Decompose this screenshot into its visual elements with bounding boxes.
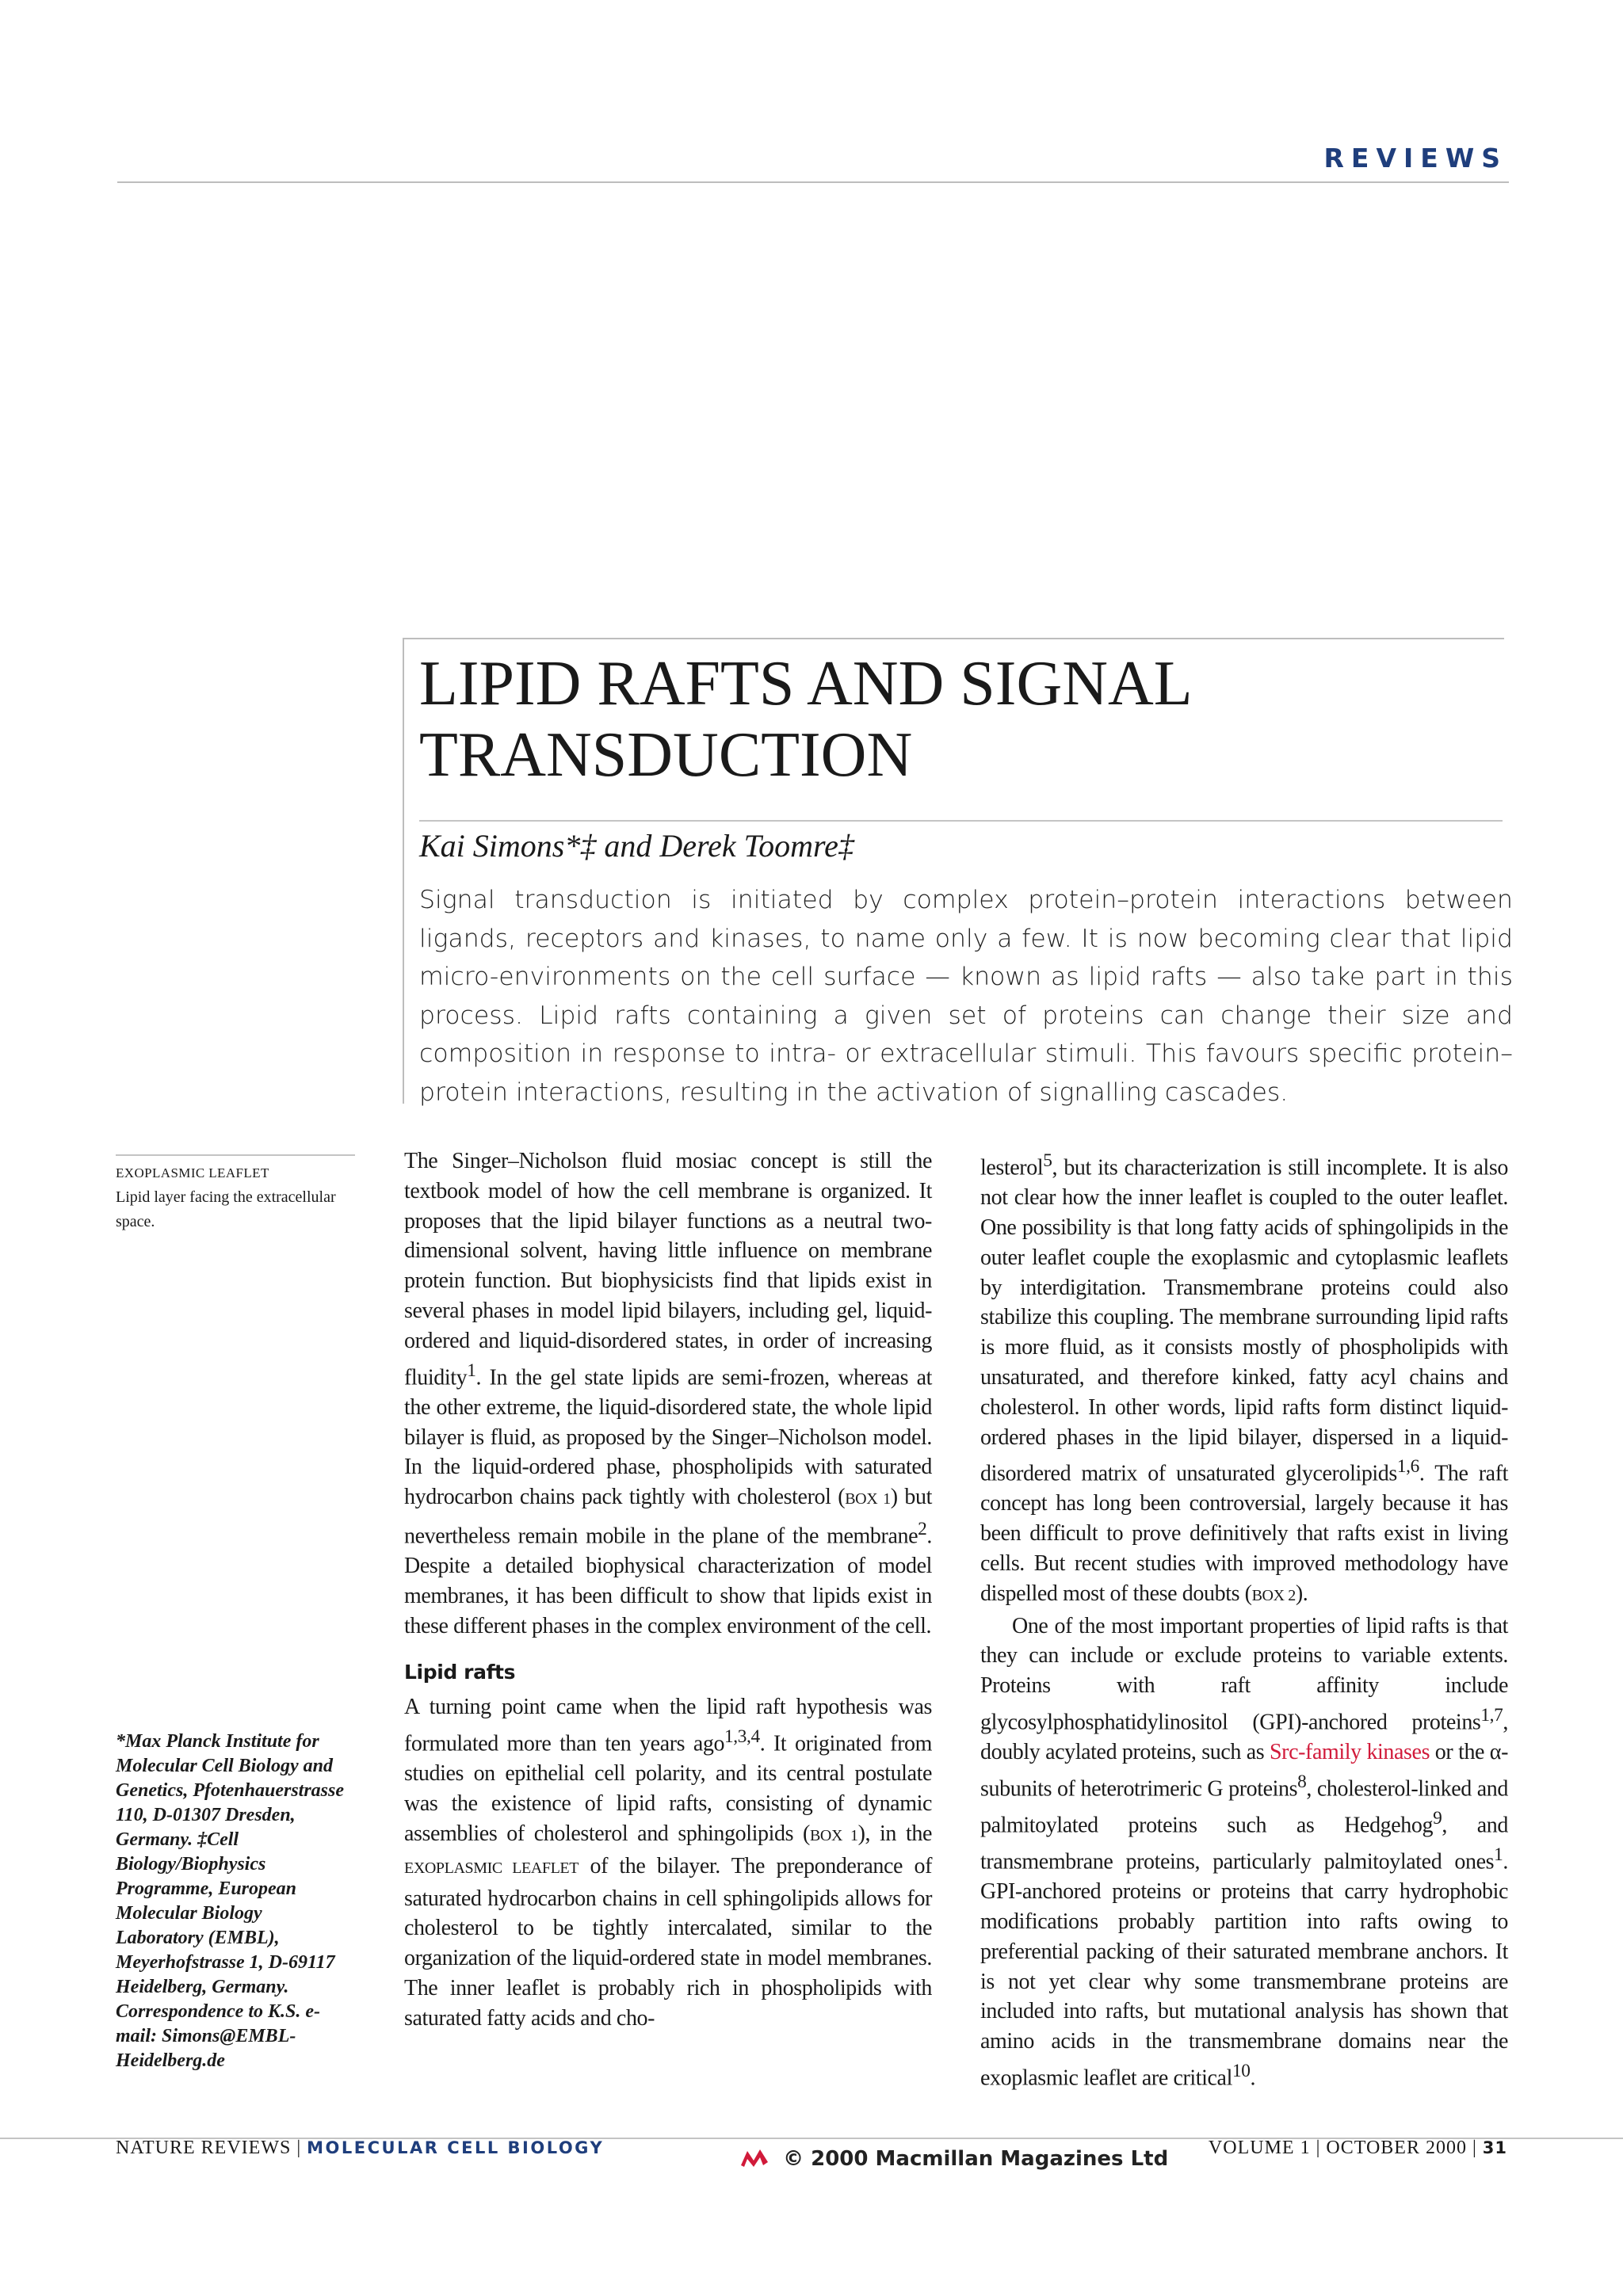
- box-reference[interactable]: BOX 1: [845, 1490, 891, 1508]
- glossary-rule: [116, 1154, 355, 1156]
- paragraph: The Singer–Nicholson fluid mosiac concept is still the textbook model of how the cell membrane is organized. It proposes that the lipid bilayer functions as a neutral two-dimensional solvent, having little influence on membrane protein function. But biophysicists find that lipids exist in several phases in model lipid bilayers, including gel, liquid-ordered and liquid-disordered states, in order of increasing fluidity$^1$. In the gel state lipids are semi-frozen, whereas at the other extreme, the liquid-disordered state, the whole lipid bilayer is fluid, as proposed by the Singer–Nicholson model. In the liquid-ordered phase, phospholipids with saturated hydrocarbon chains pack tightly with cholesterol (BOX 1) but nevertheless remain mobile in the plane of the membrane$^2$. Despite a detailed biophysical characterization of model membranes, it has been difficult to show that lipids exist in these different phases in the complex environment of the cell.: [404, 1149, 933, 1638]
- glossary-term-inline[interactable]: EXOPLASMIC LEAFLET: [404, 1859, 579, 1877]
- reference-citation[interactable]: 8: [1297, 1771, 1307, 1792]
- paragraph: A turning point came when the lipid raft hypothesis was formulated more than ten years ago$^{1,3,4}$. It originated from studies on epithelial cell polarity, and its central postulate was the existence of lipid rafts, consisting of dynamic assemblies of cholesterol and sphingolipids (BOX 1), in the EXOPLASMIC LEAFLET of the bilayer. The preponderance of saturated hydrocarbon chains in cell sphingolipids allows for cholesterol to be tightly intercalated, similar to the organization of the liquid-ordered state in model membranes. The inner leaflet is probably rich in phospholipids with saturated fatty acids and cho-: [404, 1695, 932, 2031]
- body-column-2: [980, 1146, 1508, 2093]
- box-reference[interactable]: BOX 1: [809, 1826, 858, 1844]
- copyright-text: © 2000 Macmillan Magazines Ltd: [783, 2147, 1169, 2171]
- issue-date: OCTOBER 2000: [1326, 2138, 1467, 2158]
- reference-citation[interactable]: 9: [1433, 1808, 1442, 1829]
- journal-subtitle: MOLECULAR CELL BIOLOGY: [307, 2138, 605, 2157]
- section-label: REVIEWS: [1323, 143, 1507, 174]
- header-rule: [117, 181, 1509, 183]
- reference-citation[interactable]: 5: [1043, 1150, 1052, 1171]
- authors: Kai Simons*‡ and Derek Toomre‡: [419, 828, 854, 864]
- src-family-kinases-link[interactable]: Src-family kinases: [1269, 1740, 1430, 1765]
- reference-citation[interactable]: 2: [918, 1518, 927, 1539]
- article-title: LIPID RAFTS AND SIGNAL TRANSDUCTION: [419, 649, 1190, 790]
- paragraph: lesterol$^5$, but its characterization is still incomplete. It is also not clear how the inner leaflet is coupled to the outer leaflet. One possibility is that long fatty acids of sphingolipids in the outer leaflet couple the exoplasmic and cytoplasmic leaflets by interdigitation. Transmembrane proteins could also stabilize this coupling. The membrane surrounding lipid rafts is more fluid, as it consists mostly of phospholipids with unsaturated, and therefore kinked, fatty acyl chains and cholesterol. In other words, lipid rafts form distinct liquid-ordered phases in the lipid bilayer, dispersed in a liquid-disordered matrix of unsaturated glycerolipids$^{1,6}$. The raft concept has long been controversial, largely because it has been difficult to prove definitively that rafts exist in living cells. But recent studies with improved methodology have dispelled most of these doubts (BOX 2).: [980, 1150, 1509, 1606]
- macmillan-logo-icon: [739, 2146, 771, 2176]
- paragraph: One of the most important properties of lipid rafts is that they can include or exclude proteins to variable extents. Proteins with raft affinity include glycosylphosphatidylinositol (GPI)-anchored proteins$^{1,7}$, doubly acylated proteins, such as Src-family kinases or the α-subunits of heterotrimeric G proteins$^8$, cholesterol-linked and palmitoylated proteins such as Hedgehog$^9$, and transmembrane proteins, particularly palmitoylated ones$^1$. GPI-anchored proteins or proteins that carry hydrophobic modifications probably partition into rafts owing to preferential packing of their saturated membrane anchors. It is not yet clear why some transmembrane proteins are included into rafts, but mutational analysis has shown that amino acids in the transmembrane domains near the exoplasmic leaflet are critical$^{10}$.: [980, 1613, 1508, 2091]
- footer-separator: |: [1472, 2138, 1477, 2158]
- body-column-1: [404, 1146, 932, 2034]
- footer-separator: |: [1316, 2138, 1321, 2158]
- volume: VOLUME 1: [1208, 2138, 1311, 2158]
- journal-title: NATURE REVIEWS: [116, 2138, 292, 2158]
- author-affiliations: *Max Planck Institute for Molecular Cell Biology and Genetics, Pfotenhauerstrasse 110, D-01307 Dresden, Germany. ‡Cell Biology/Biophysics Programme, European Molecular Biology Laboratory (EMBL), Meyerhofstrasse 1, D-69117 Heidelberg, Germany. Correspondence to K.S. e-mail: Simons@EMBL-Heidelberg.de: [116, 1731, 344, 2071]
- reference-citation[interactable]: 1,3,4: [724, 1726, 760, 1748]
- box-reference[interactable]: BOX 2: [1251, 1586, 1296, 1604]
- title-rule: [419, 820, 1503, 822]
- reference-citation[interactable]: 10: [1232, 2061, 1251, 2082]
- page-number: 31: [1482, 2138, 1507, 2157]
- reference-citation[interactable]: 1: [1494, 1844, 1503, 1866]
- journal-name: [116, 2136, 604, 2160]
- reference-citation[interactable]: 1,7: [1480, 1705, 1503, 1726]
- reference-citation[interactable]: 1: [467, 1360, 476, 1381]
- glossary-definition: Lipid layer facing the extracellular space.: [116, 1188, 336, 1230]
- volume-info: [1209, 2136, 1507, 2160]
- section-heading: Lipid rafts: [404, 1661, 516, 1684]
- glossary-note: [116, 1161, 361, 1234]
- reference-citation[interactable]: 1,6: [1396, 1456, 1419, 1478]
- abstract: Signal transduction is initiated by complex protein–protein interactions between ligands, receptors and kinases, to name only a few. It is now becoming clear that lipid micro-environments on the cell surface — known as lipid rafts — also take part in this process. Lipid rafts containing a given set of proteins can change their size and composition in response to intra- or extracellular stimuli. This favours specific protein–protein interactions, resulting in the activation of signalling cascades.: [419, 886, 1513, 1107]
- copyright-notice: [739, 2145, 1168, 2176]
- footer-separator: |: [296, 2138, 302, 2158]
- glossary-term: EXOPLASMIC LEAFLET: [116, 1165, 269, 1180]
